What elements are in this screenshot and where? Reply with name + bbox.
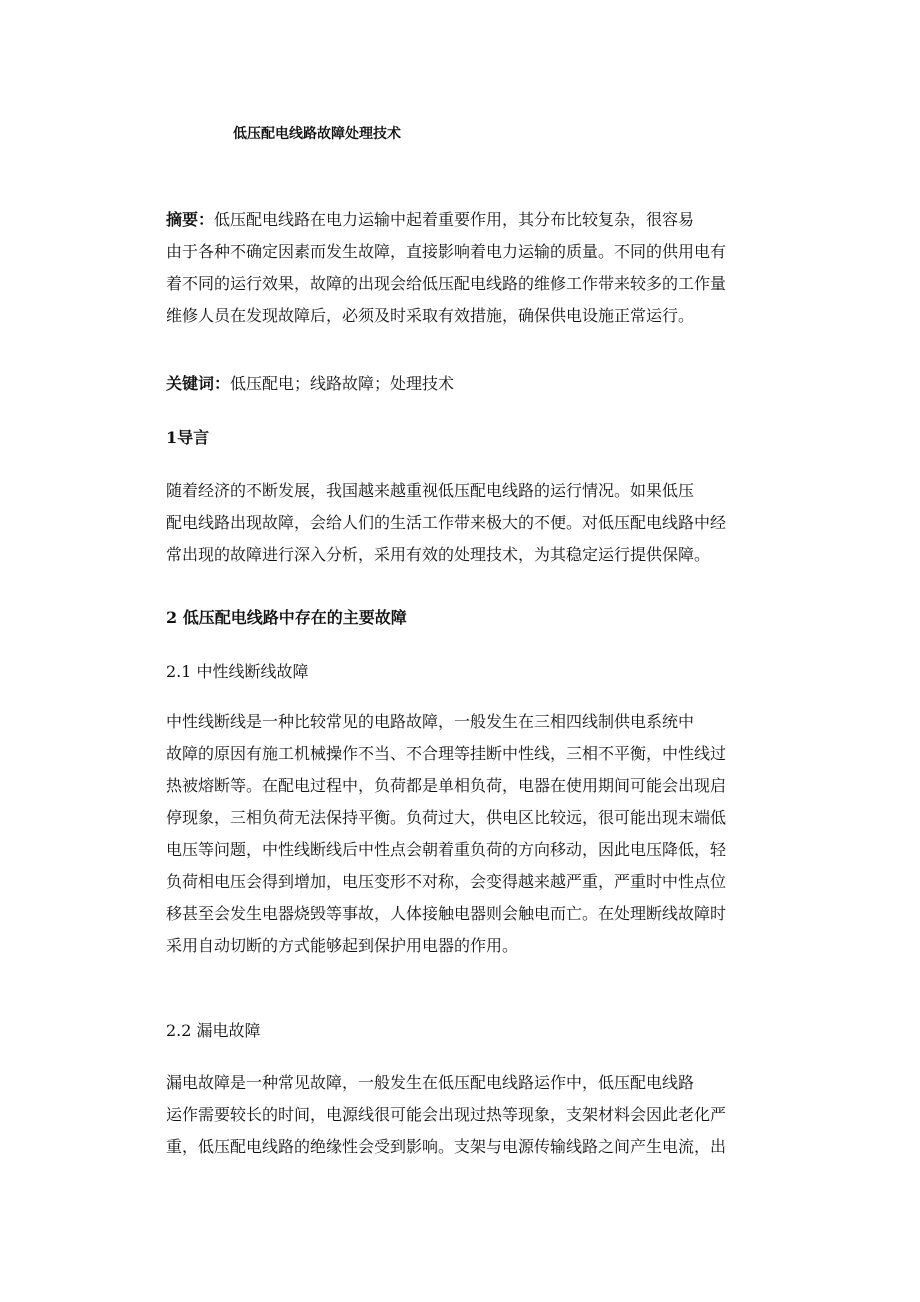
keywords-text: 低压配电；线路故障；处理技术 <box>230 374 455 393</box>
keywords-label: 关键词： <box>166 374 231 393</box>
section-2-1-line-8: 采用自动切断的方式能够起到保护用电器的作用。 <box>166 936 519 955</box>
section-2-1-line-5: 电压等问题，中性线断线后中性点会朝着重负荷的方向移动，因此电压降低，轻 <box>166 840 727 859</box>
keywords <box>166 372 454 396</box>
abstract-line-2: 由于各种不确定因素而发生故障，直接影响着电力运输的质量。不同的供用电有 <box>166 242 727 261</box>
abstract-label: 摘要： <box>166 210 215 229</box>
section-2-1-line-4: 停现象，三相负荷无法保持平衡。负荷过大，供电区比较远，很可能出现末端低 <box>166 808 727 827</box>
section-2-1-line-2: 故障的原因有施工机械操作不当、不合理等挂断中性线，三相不平衡，中性线过 <box>166 744 727 763</box>
section-2-1-line-6: 负荷相电压会得到增加，电压变形不对称，会变得越来越严重，严重时中性点位 <box>166 872 727 891</box>
section-2-heading: 2 低压配电线路中存在的主要故障 <box>166 608 407 627</box>
section-1-body <box>0 475 920 571</box>
section-2-1-body <box>0 706 920 962</box>
section-2-2-heading: 2.2 漏电故障 <box>166 1021 261 1040</box>
section-2-1-line-7: 移甚至会发生电器烧毁等事故，人体接触电器则会触电而亡。在处理断线故障时 <box>166 904 727 923</box>
section-1-line-2: 配电线路出现故障，会给人们的生活工作带来极大的不便。对低压配电线路中经 <box>166 513 727 532</box>
section-2-1-line-3: 热被熔断等。在配电过程中，负荷都是单相负荷，电器在使用期间可能会出现启 <box>166 776 727 795</box>
abstract-line-1: 摘要：低压配电线路在电力运输中起着重要作用，其分布比较复杂，很容易 <box>166 210 695 229</box>
section-2-2-line-1: 漏电故障是一种常见故障，一般发生在低压配电线路运作中，低压配电线路 <box>166 1073 695 1092</box>
section-1-heading: 1导言 <box>166 428 210 447</box>
section-2-2-line-3: 重，低压配电线路的绝缘性会受到影响。支架与电源传输线路之间产生电流，出 <box>166 1137 727 1156</box>
section-1-line-3: 常出现的故障进行深入分析，采用有效的处理技术，为其稳定运行提供保障。 <box>166 545 711 564</box>
section-2-1-line-1: 中性线断线是一种比较常见的电路故障，一般发生在三相四线制供电系统中 <box>166 712 695 731</box>
abstract-line-3: 着不同的运行效果，故障的出现会给低压配电线路的维修工作带来较多的工作量 <box>166 274 727 293</box>
document-title: 低压配电线路故障处理技术 <box>233 126 401 142</box>
section-1-line-1: 随着经济的不断发展，我国越来越重视低压配电线路的运行情况。如果低压 <box>166 481 695 500</box>
abstract-line-4: 维修人员在发现故障后，必须及时采取有效措施，确保供电设施正常运行。 <box>166 306 695 325</box>
section-2-1-heading: 2.1 中性线断线故障 <box>166 662 309 681</box>
abstract-block <box>0 204 920 332</box>
section-2-2-line-2: 运作需要较长的时间，电源线很可能会出现过热等现象，支架材料会因此老化严 <box>166 1105 727 1124</box>
section-2-2-body <box>0 1067 920 1163</box>
